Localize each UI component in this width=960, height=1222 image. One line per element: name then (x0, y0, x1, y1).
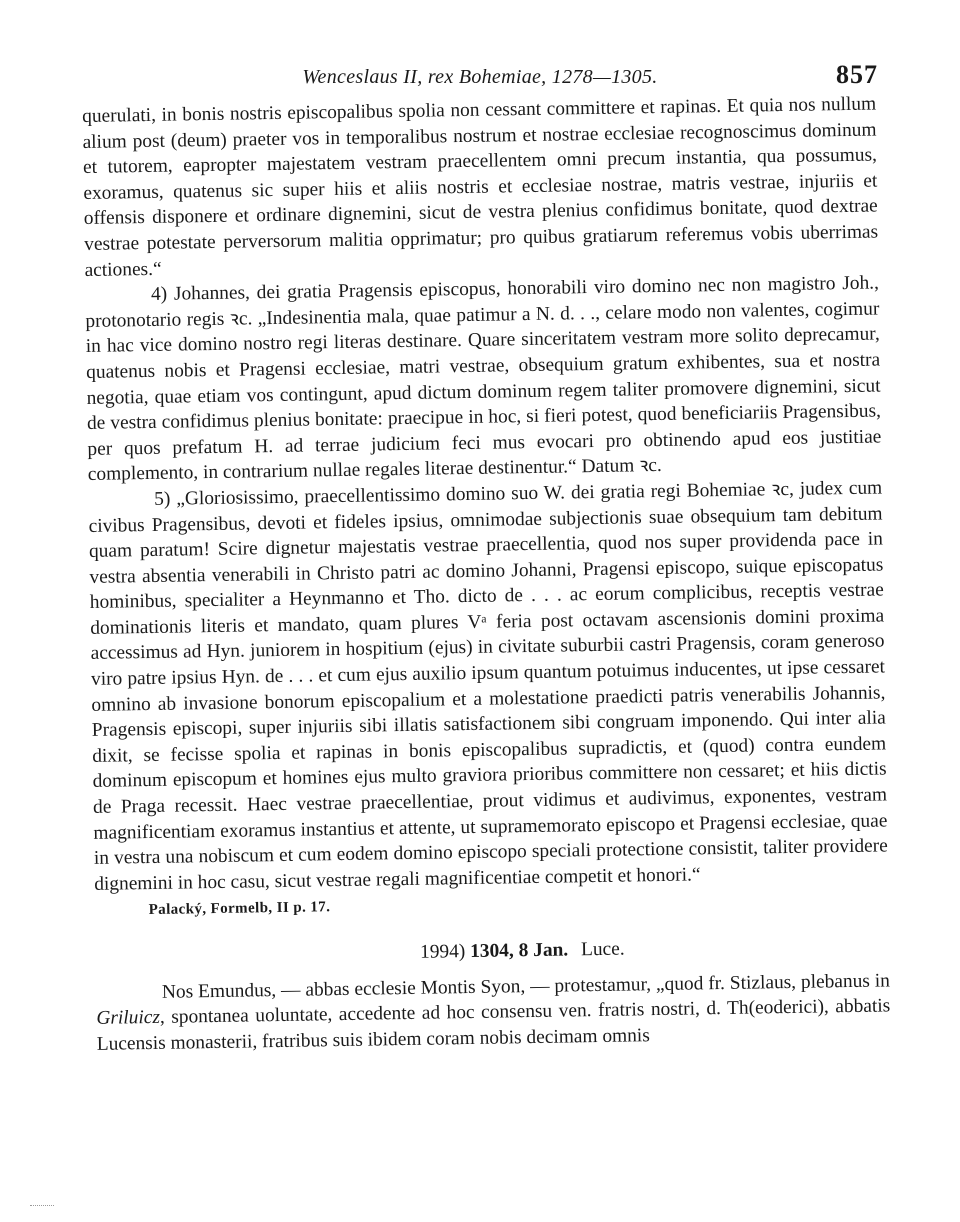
entry-date: 1304, 8 (469, 940, 529, 963)
paragraph-letter-5: 5) „Gloriosissimo, praecellentissimo domino suo W. dei gratia regi Bohemiae ꝛc, judex cum civibus Pragensibus, devoti et fideles ipsius, omnimodae subjectionis suae obsequium tam debitum quam paratum! Scire dignetur majestatis vestrae praecellentia, quod nos super providenda pace in vestra absentia venerabili in Christo patri ac domino Johanni, Pragensi episcopo, suique episcopatus hominibus, specialiter a Heynmanno et Tho. dicto de . . . ac eorum complicibus, receptis vestrae dominationis literis et mandato, quam plures Vᵃ feria post octavam ascensionis domini proxima accessimus ad Hyn. juniorem in hospitium (ejus) in civitate suburbii castri Pragensis, coram generoso viro patre ipsius Hyn. de . . . et cum ejus auxilio ipsum quantum potuimus inducentes, ut ipse cessaret omnino ab invasione bonorum episcopalium et a molestatione praedicti patris venerabilis Johannis, Pragensis episcopi, super injuriis sibi illatis satisfactionem sibi congruam imponendo. Qui inter alia dixit, se fecisse spolia et rapinas in bonis episcopalibus supradictis, et (quod) contra eundem dominum episcopum et homines ejus multo graviora prioribus committere non cessaret; et hiis dictis de Praga recessit. Haec vestrae praecellentiae, prout vidimus et audivimus, exponentes, vestram magnificentiam exoramus instantius et attente, ut supramemorato episcopo et Pragensi ecclesiae, quae in vestra una nobiscum et cum eodem domino episcopo speciali protectione consistit, taliter providere dignemini in hoc casu, sicut vestrae regali magnificentiae competit et honori.“ (88, 477, 888, 895)
source-citation: Palacký, Formelb, II p. 17. (148, 899, 331, 919)
paragraph-entry-1994 (96, 968, 891, 1057)
entry-text-rest: , spontanea uoluntate, accedente ad hoc consensu ven. fratris nostri, d. Th(eoderici), abbatis Lucensis monasterii, fratribus suis ibidem coram nobis decimam omnis (96, 995, 891, 1055)
entry-number: 1994) (419, 941, 466, 963)
entry-place: Luce. (580, 938, 625, 961)
paragraph-letter-4: 4) Johannes, dei gratia Pragensis episcopus, honorabili viro domino nec non magistro Joh., protonotario regis ꝛc. „Indesinentia mala, quae patimur a N. d. . ., celare modo non valentes, cogimur in hac vice domino nostro regi literas destinare. Quare sinceritatem vestram more solito deprecamur, quatenus nobis et Pragensi ecclesiae, matri vestrae, obsequium gratum exhibentes, sua et nostra negotia, quae etiam vos contingunt, apud dictum dominum regem taliter promovere dignemini, sicut de vestra confidimus plenius bonitate: praecipue in hoc, si fieri potest, quod beneficiariis Pragensibus, per quos prefatum H. ad terrae judicium feci mus evocari pro obtinendo apud eos justitiae complemento, in contrarium nullae regales literae destinentur.“ Datum ꝛc. (85, 272, 882, 486)
scan-corner-mark (30, 1205, 54, 1206)
page-number: 857 (836, 60, 878, 89)
running-title: Wenceslaus II, rex Bohemiae, 1278—1305. (302, 66, 658, 88)
place-name-griluicz: Griluicz (96, 1007, 161, 1030)
body-text (82, 92, 891, 1058)
page-header (82, 60, 878, 94)
entry-heading (95, 932, 889, 970)
paragraph-letter-3-end: querulati, in bonis nostris episcopalibus spolia non cessant committere et rapinas. Et quia nos nullum alium post (deum) praeter vos in temporalibus nostrum et nostrae ecclesiae recognoscimus dominum et tutorem, eapropter majestatem vestram praecellentem omni precum instantia, qua possumus, exoramus, quatenus sic super hiis et aliis nostris et ecclesiae nostrae, matris vestrae, injuriis et offensis disponere et ordinare dignemini, sicut de vestra plenius confidimus bonitate, quod dextrae vestrae potestate perversorum malitia opprimatur; pro quibus gratiarum referemus vobis uberrimas actiones.“ (82, 93, 879, 281)
entry-text-start: Nos Emundus, — abbas ecclesie Montis Syon, — protestamur, „quod fr. Stizlaus, plebanus in (161, 970, 891, 1003)
entry-month: Jan. (532, 939, 569, 962)
